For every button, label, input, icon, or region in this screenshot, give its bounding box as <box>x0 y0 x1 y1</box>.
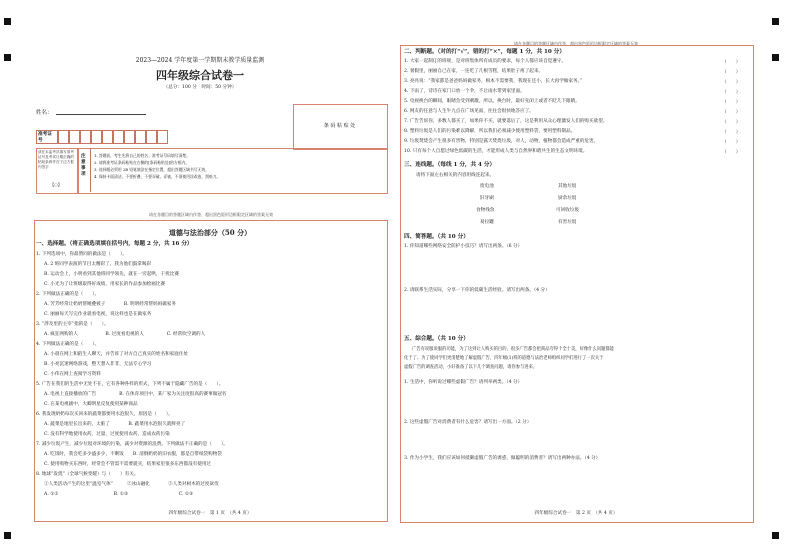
judge-item: 8. 塑料垃圾是人们的污染难以降解，所以我们必须减少使用塑料袋，要用塑料制品。 <box>404 129 576 134</box>
match-left-item[interactable]: 食物残余 <box>476 208 495 213</box>
question-line: 4. 下列做法正确的是（ ）。 <box>36 342 100 347</box>
exam-number-cell[interactable] <box>80 130 91 144</box>
question-line: 2. 下列做法正确的是（ ）。 <box>36 292 100 297</box>
boundary-note: 请在各题目的答题区域内作答，超出黑色矩形边框限定区域的答案无效 <box>514 41 638 46</box>
exam-number-cell[interactable] <box>102 130 113 144</box>
answer-parens[interactable]: （ ） <box>722 90 741 95</box>
section-title: 道德与法治部分（50 分） <box>168 228 252 237</box>
judge-item: 1. 大家一起制订的班规，是对班集体所有成员的要求，每个人都应该自觉遵守。 <box>404 59 567 64</box>
notice-item: 4. 保持卡面清洁，不要折叠，不要弄破，弄皱，不准使用涂改液、刮纸刀。 <box>94 174 221 179</box>
option-line: A. 蔬菜是地里长出来的，太脏了 B. 蔬菜用水泡很久就鲜亮了 <box>44 422 186 427</box>
option-line: A. 芳芳经常让奶奶帮她叠被子 B. 明明经常帮妈妈做家务 <box>44 302 176 307</box>
part-heading: 二、判断题。（对的打“√”，错的打“×”，每题 1 分，共 10 分） <box>404 49 565 55</box>
match-right-item[interactable]: 有害垃圾 <box>558 220 577 225</box>
exam-number-cell[interactable] <box>157 130 168 144</box>
option-line: A. 2 班同学表演的节目太精彩了，我为他们鼓掌喝彩 <box>44 262 152 267</box>
option-line: C. 小光为了让班级取得好成绩，用家长的作品参加绘画比赛 <box>44 282 166 287</box>
judge-item: 2. 暑假里，丽丽自己在家，一连吃了几根雪糕，结果肚子疼了起来。 <box>404 69 544 74</box>
question-line: 7. 减少垃圾产生，减少垃圾对环境的污染，减少对资源的浪费。下列做法不正确的是（ ）。 <box>36 442 228 447</box>
question-line: 1. 你知道哪些网络安全防护小技巧？请写出两条。（6 分） <box>404 244 523 249</box>
boundary-note: 请在各题目的答题区域内作答，超出黑色矩形边框限定区域的答案无效 <box>149 212 273 217</box>
answer-parens[interactable]: （ ） <box>722 70 741 75</box>
question-line: 2. 这些虚假广告对消费者有什么危害？请写出一方面。（2 分） <box>404 420 532 425</box>
exam-number-cell[interactable] <box>58 130 69 144</box>
registration-mark <box>4 54 11 61</box>
exam-number-cell[interactable] <box>135 130 146 144</box>
option-line: C. 没有科学地使用农药，过量，过度使用农药，造成农药污染 <box>44 432 170 437</box>
question-line: 1. 下列选项中，你最赞同的做法是（ ）。 <box>36 252 127 257</box>
answer-parens[interactable]: （ ） <box>722 130 741 135</box>
material-text: 广告有说服说服的功能，为了达到让人购买的目的，很多广告都会把商品夸得十全十美，好像什么问题都能 <box>412 347 614 352</box>
match-left-item[interactable]: 废电池 <box>480 184 494 189</box>
score-line: （总分：100 分 时间：50 分钟） <box>163 85 237 90</box>
material-text: 化于了。为了使同学们更清楚地了解虚假广告，四年级(1)班的道德与法治老师组织同学们进行了一次关于 <box>404 356 604 361</box>
judge-item: 6. 网友的任意与人生牛九点在广场见面，往往会很快地答应了。 <box>404 109 534 114</box>
exam-number-label: 准考证号 <box>36 130 58 144</box>
answer-parens[interactable]: （ ） <box>722 80 741 85</box>
match-left-item[interactable]: 易拉罐 <box>480 220 494 225</box>
judge-item: 10. 只有每个人自愿过绿色低碳的生活，才能形成人类与自然界和谐共生的生态文明环境。 <box>404 149 588 154</box>
question-line: 3. “涉及里的主宰”指的是（ ）。 <box>36 322 109 327</box>
match-instruction: 请将下面左右相关的内容用线连起来。 <box>416 173 495 178</box>
notice-item: 3. 选择题必须用 2B 铅笔填涂在指定位置，超出答题区域书写无效。 <box>94 167 209 172</box>
answer-parens[interactable]: （ ） <box>722 140 741 145</box>
notice-item: 1. 答题前，考生先将自己的姓名、准考证号码填写清楚。 <box>94 153 190 158</box>
judge-item: 9. 垃圾焚烧会产生很多有害物，特别是露天焚烧垃圾，对人，动物，植物都会造成严重的危害。 <box>404 139 599 144</box>
match-right-item[interactable]: 其他垃圾 <box>558 184 577 189</box>
exam-number-cell[interactable] <box>69 130 80 144</box>
answer-parens[interactable]: （ ） <box>722 110 741 115</box>
option-line: A. 吃饭时，我会吃多少盛多少，不剩饭 B. 清倒奶奶的旧衣服，都是自带纸袋购物袋 <box>44 452 222 457</box>
question-line: 5. 广告在我们的生活中无处不在，它有各种各样的形式，下列不属于隐藏广告的是（ ）。 <box>36 382 224 387</box>
exam-title: 四年级综合试卷一 <box>156 69 244 82</box>
material-text: 虚假广告的调查活动，小轩准备了以下几个调查问题，请你参与进来。 <box>404 365 538 370</box>
page-footer: 四年级综合试卷一 第 1 页 （共 4 页） <box>168 511 252 516</box>
question-line: 1. 生活中，你听说过哪些虚假广告？请列举两类。（4 分） <box>404 380 523 385</box>
registration-mark <box>772 532 779 539</box>
option-line: A. 电视上直接播放的广告 B. 在体育项目中，某厂家为关注度很高的赛事做冠名 <box>44 392 227 397</box>
option-line: C. 丽丽每天写完作业就看电视，说这样也是在做家务 <box>44 312 152 317</box>
answer-parens[interactable]: （ ） <box>722 120 741 125</box>
page-footer: 四年级综合试卷一 第 2 页 （共 4 页） <box>534 511 618 516</box>
name-label: 姓名： <box>36 110 53 116</box>
option-line: A. ①② B. ①③ C. ②③ <box>44 492 194 497</box>
option-line: C. 在某电视剧中，大卿明星反复使用某种商品 <box>44 402 138 407</box>
option-line: ①人类活动产生的这里“温室气体” ②冰山融化 ③人类对树木的过度砍伐 <box>44 482 219 487</box>
answer-parens[interactable]: （ ） <box>722 60 741 65</box>
registration-mark <box>4 18 11 25</box>
year-line: 2023—2024 学年度第一学期期末教学质量监测 <box>135 57 265 64</box>
match-right-item[interactable]: 可回收垃圾 <box>556 208 579 213</box>
option-line: A. 小晨在网上和陌生人聊天，并告诉了对方自己真实的姓名和家庭住址 <box>44 352 189 357</box>
part-heading: 五、综合题。（共 10 分） <box>404 336 469 342</box>
judge-item: 4. 下雨了，诗诗在家门口放一个伞，不让雨水带到家里面。 <box>404 89 525 94</box>
registration-mark <box>4 532 11 539</box>
exam-number-cell[interactable] <box>146 130 157 144</box>
option-line: C. 使用购物买东西时，经常会不管需不需要就买，结果家里很多东西都没有使用过 <box>44 462 212 467</box>
exam-number-cell[interactable] <box>113 130 124 144</box>
option-line: B. 运动会上，小明看到其他班同学领先，就在一旁起哄，干扰比赛 <box>44 272 179 277</box>
question-line: 8. 地球“发烧”（全球气候变暖）与（ ）有关。 <box>36 472 139 477</box>
answer-parens[interactable]: （ ） <box>722 100 741 105</box>
notice-item: 2. 请将准考证条码粘贴在右侧的[条码粘贴处]的方框内。 <box>94 160 190 165</box>
answer-parens[interactable]: （ ） <box>722 150 741 155</box>
option-line: B. 小亮沉迷网络游戏，整天想入非非，无法专心学习 <box>44 362 152 367</box>
part-heading: 三、连线题。（每线 1 分，共 4 分） <box>404 162 496 168</box>
proctor-note: 请在本监考员填写准考证号及考试日期正确的粘贴条码并在下边方框内签字 <box>38 150 74 169</box>
judge-item: 3. 亮亮说：“我家都是爸爸妈妈做家务，根本不需要我，我现在还小，长大再学做家务。” <box>404 79 583 84</box>
right-answer-frame <box>400 45 754 523</box>
option-line: A. 疯狂网购的人 B. 过度看电视的人 C. 经常吹空调的人 <box>44 332 206 337</box>
notice-label: 注意事项 <box>81 154 86 177</box>
barcode-label: 条 码 粘 贴 处 <box>323 123 356 129</box>
exam-number-cell[interactable] <box>124 130 135 144</box>
option-line: C. 小伟在网上查阅学习资料 <box>44 372 101 377</box>
exam-number-cell[interactable] <box>91 130 102 144</box>
part-heading: 一、选择题。（将正确选项填在括号内，每题 2 分，共 16 分） <box>36 241 193 247</box>
registration-mark <box>772 54 779 61</box>
question-line: 3. 作为小学生，我们应该如何抵御虚假广告的诱惑，做聪明的消费者？请写出两种办法。（4 分） <box>404 456 601 461</box>
notice-divider <box>90 148 91 192</box>
name-field[interactable] <box>56 114 146 115</box>
registration-mark <box>772 18 779 25</box>
question-line: 2. 请联系生活实际，分享一下你的低碳生活经验。请写出两条。（4 分） <box>404 288 550 293</box>
part-heading: 四、简答题。（共 10 分） <box>404 234 469 240</box>
sign-box: 【○】 <box>50 182 62 187</box>
judge-item: 5. 电视换台的瞬间，眼睛会受到刺激。所以，换台时，最好先闭上或者不眨几下眼睛。 <box>404 99 580 104</box>
judge-item: 7. 广告告诉你，多数人都买了，如果你不买，就要落后了，这是利用从众心理激发人们的购买欲望。 <box>404 119 608 124</box>
match-right-item[interactable]: 厨余垃圾 <box>558 196 577 201</box>
match-left-item[interactable]: 旧牙刷 <box>480 196 494 201</box>
question-line: 6. 我发现奶奶每次买回来的蔬菜都要用水泡很久，原因是（ ）。 <box>36 412 173 417</box>
